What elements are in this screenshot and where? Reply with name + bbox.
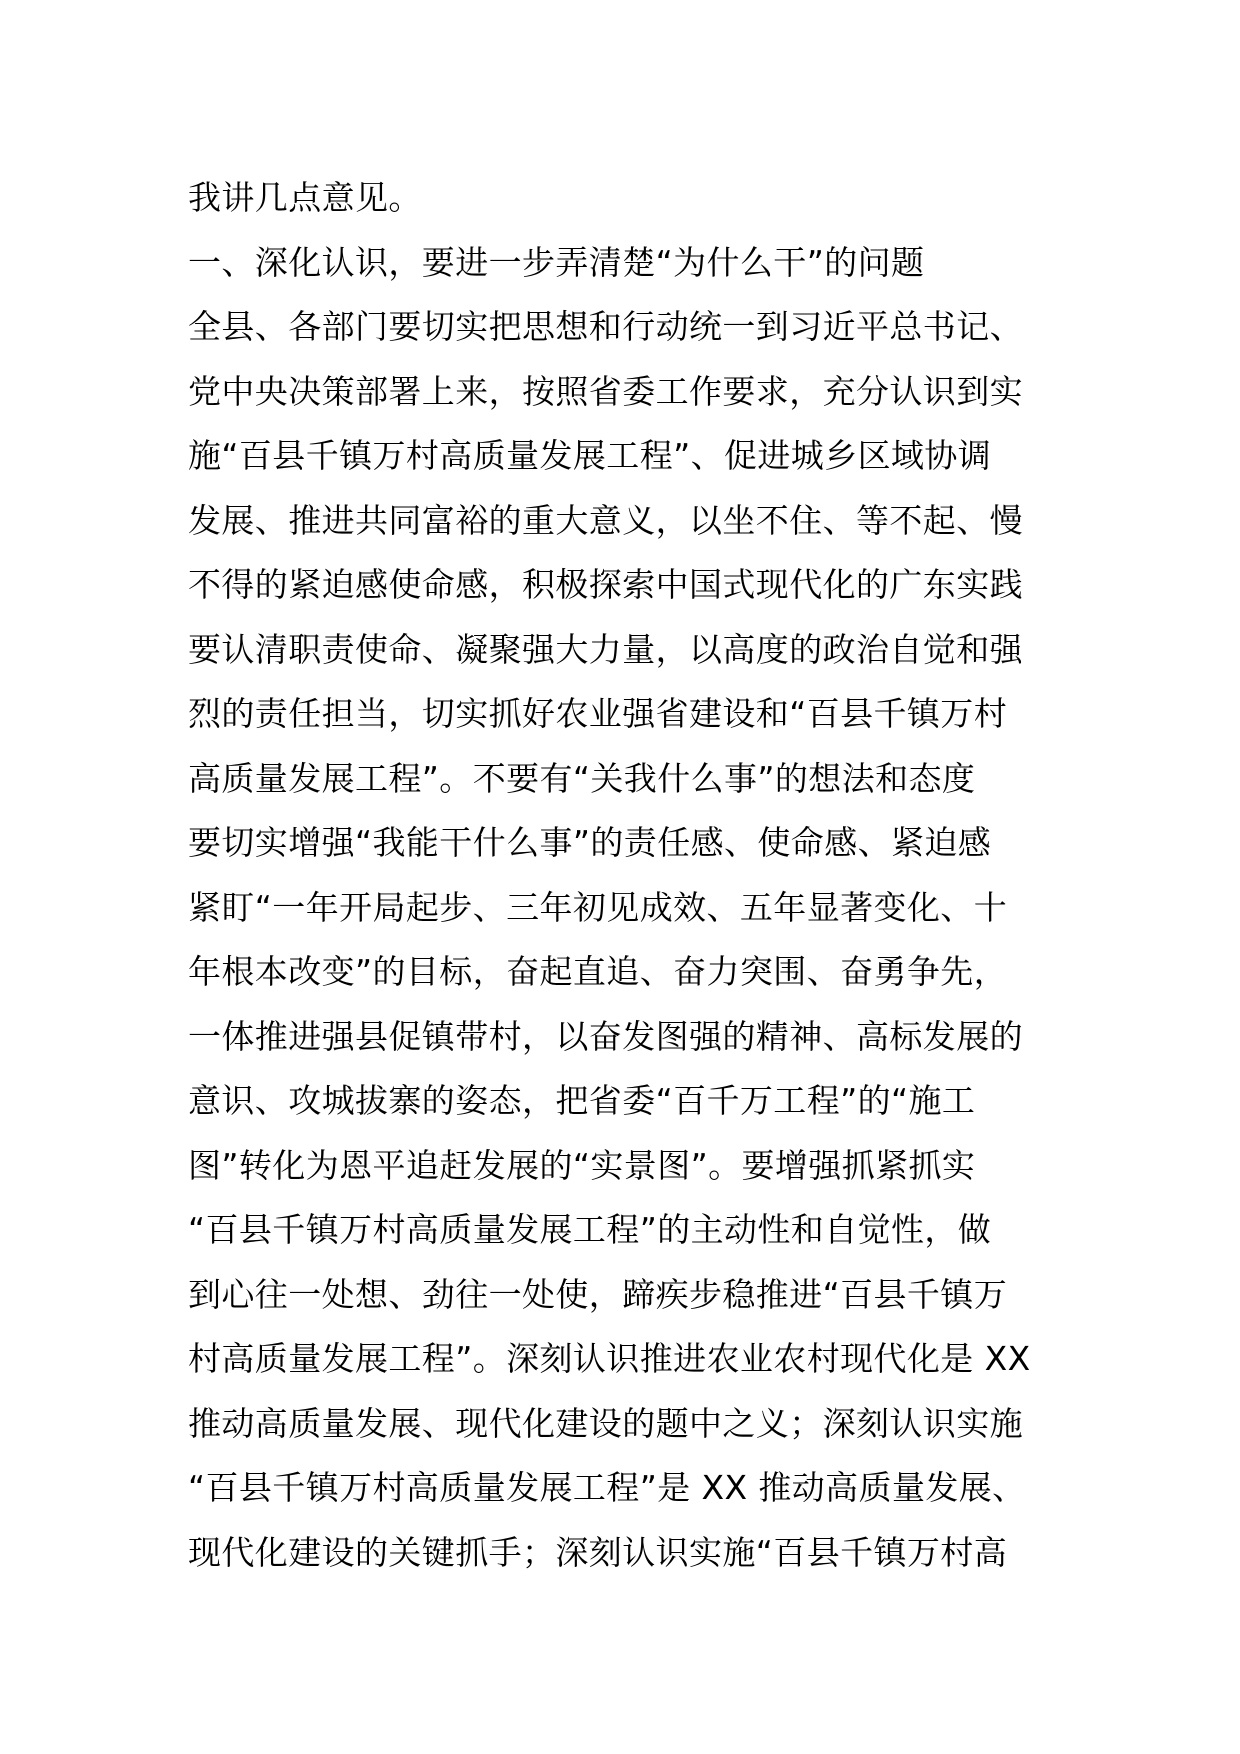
text-line: 图”转化为恩平追赶发展的“实景图”。要增强抓紧抓实 bbox=[188, 1145, 976, 1185]
text-line: 高质量发展工程”。不要有“关我什么事”的想法和态度 bbox=[188, 758, 976, 798]
text-line: 要认清职责使命、凝聚强大力量，以高度的政治自觉和强 bbox=[188, 629, 1023, 669]
text-line: 全县、各部门要切实把思想和行动统一到习近平总书记、 bbox=[188, 307, 1023, 346]
text-line: 现代化建设的关键抓手；深刻认识实施“百县千镇万村高 bbox=[188, 1532, 1008, 1572]
text-line: 烈的责任担当，切实抓好农业强省建设和“百县千镇万村 bbox=[188, 694, 1008, 733]
text-line: “百县千镇万村高质量发展工程”的主动性和自觉性，做 bbox=[188, 1210, 992, 1249]
text-line: 党中央决策部署上来，按照省委工作要求，充分认识到实 bbox=[188, 371, 1023, 411]
text-line: 年根本改变”的目标，奋起直追、奋力突围、奋勇争先， bbox=[188, 952, 1008, 991]
text-line: 村高质量发展工程”。深刻认识推进农业农村现代化是 XX bbox=[188, 1339, 1031, 1378]
text-line: 到心往一处想、劲往一处使，蹄疾步稳推进“百县千镇万 bbox=[188, 1274, 1008, 1314]
text-line: 发展、推进共同富裕的重大意义，以坐不住、等不起、慢 bbox=[188, 500, 1023, 540]
text-line: 推动高质量发展、现代化建设的题中之义；深刻认识实施 bbox=[188, 1403, 1023, 1443]
text-line: 一体推进强县促镇带村，以奋发图强的精神、高标发展的 bbox=[188, 1016, 1023, 1056]
text-line: 我讲几点意见。 bbox=[188, 178, 422, 217]
text-line: “百县千镇万村高质量发展工程”是 XX 推动高质量发展、 bbox=[188, 1468, 1026, 1507]
text-line: 要切实增强“我能干什么事”的责任感、使命感、紧迫感 bbox=[188, 823, 992, 862]
text-line: 意识、攻城拔寨的姿态，把省委“百千万工程”的“施工 bbox=[188, 1081, 976, 1120]
text-line: 不得的紧迫感使命感，积极探索中国式现代化的广东实践 bbox=[188, 565, 1023, 604]
document-body bbox=[188, 166, 1060, 1585]
text-line: 紧盯“一年开局起步、三年初见成效、五年显著变化、十 bbox=[188, 887, 1008, 927]
section-heading: 一、深化认识，要进一步弄清楚“为什么干”的问题 bbox=[188, 242, 925, 282]
text-line: 施“百县千镇万村高质量发展工程”、促进城乡区域协调 bbox=[188, 436, 992, 475]
